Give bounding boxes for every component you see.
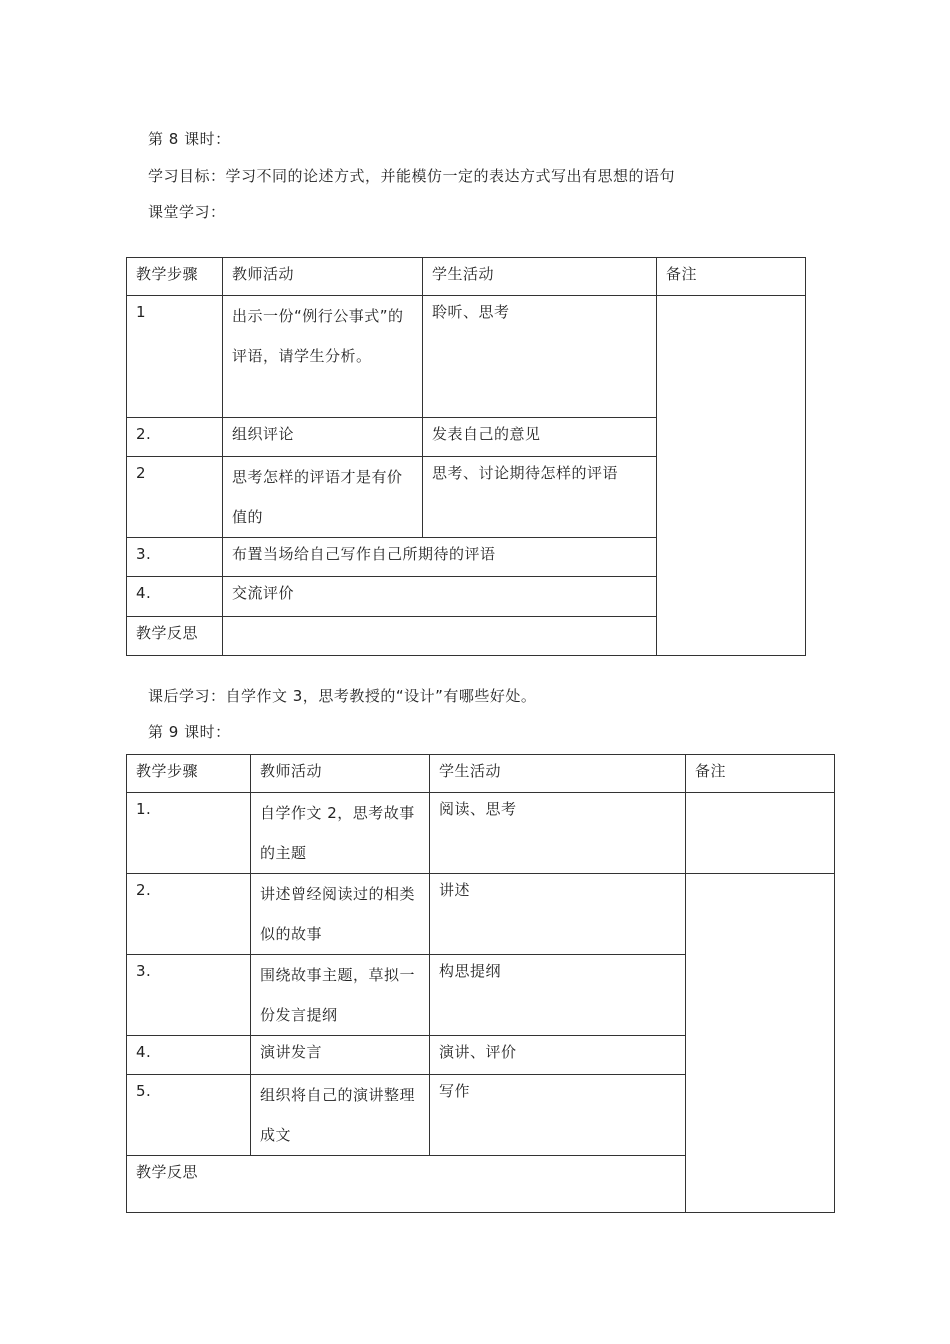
header-step: 教学步骤 (127, 755, 251, 793)
step-cell: 3. (127, 538, 223, 577)
reflection-label: 教学反思 (127, 1156, 686, 1213)
header-student: 学生活动 (430, 755, 686, 793)
teacher-cell: 组织评论 (223, 418, 423, 457)
step-cell: 3. (127, 955, 251, 1036)
header-notes: 备注 (686, 755, 835, 793)
step-cell: 1 (127, 296, 223, 418)
teacher-cell: 演讲发言 (251, 1036, 430, 1075)
lesson8-after-class: 课后学习：自学作文 3，思考教授的“设计”有哪些好处。 (148, 687, 537, 705)
step-cell: 4. (127, 1036, 251, 1075)
teacher-cell: 自学作文 2，思考故事的主题 (251, 793, 430, 874)
lesson8-objective: 学习目标：学习不同的论述方式，并能模仿一定的表达方式写出有思想的语句 (148, 167, 676, 185)
teacher-cell: 讲述曾经阅读过的相类似的故事 (251, 874, 430, 955)
header-notes: 备注 (657, 258, 806, 296)
lesson8-heading: 第 8 课时： (148, 130, 231, 148)
table-row (127, 793, 835, 874)
step-cell: 2. (127, 874, 251, 955)
teacher-cell: 出示一份“例行公事式”的评语，请学生分析。 (223, 296, 423, 418)
header-teacher: 教师活动 (223, 258, 423, 296)
student-cell: 阅读、思考 (430, 793, 686, 874)
lesson8-table (126, 257, 806, 656)
teacher-cell: 交流评价 (223, 577, 657, 617)
table-row (127, 296, 806, 418)
student-cell: 思考、讨论期待怎样的评语 (423, 457, 657, 538)
table-header-row (127, 755, 835, 793)
notes-cell (686, 874, 835, 1213)
step-cell: 5. (127, 1075, 251, 1156)
student-cell: 讲述 (430, 874, 686, 955)
table-row (127, 874, 835, 955)
step-cell: 4. (127, 577, 223, 617)
student-cell: 写作 (430, 1075, 686, 1156)
header-teacher: 教师活动 (251, 755, 430, 793)
teacher-cell: 组织将自己的演讲整理成文 (251, 1075, 430, 1156)
header-step: 教学步骤 (127, 258, 223, 296)
lesson9-heading: 第 9 课时： (148, 723, 231, 741)
lesson8-classroom-label: 课堂学习： (148, 203, 226, 221)
step-cell: 2 (127, 457, 223, 538)
notes-cell (686, 793, 835, 874)
lesson9-table (126, 754, 835, 1213)
student-cell: 发表自己的意见 (423, 418, 657, 457)
teacher-cell: 思考怎样的评语才是有价值的 (223, 457, 423, 538)
table-header-row (127, 258, 806, 296)
student-cell: 构思提纲 (430, 955, 686, 1036)
teacher-cell: 布置当场给自己写作自己所期待的评语 (223, 538, 657, 577)
step-cell: 1. (127, 793, 251, 874)
header-student: 学生活动 (423, 258, 657, 296)
student-cell: 聆听、思考 (423, 296, 657, 418)
reflection-cell (223, 617, 657, 656)
step-cell: 2. (127, 418, 223, 457)
teacher-cell: 围绕故事主题，草拟一份发言提纲 (251, 955, 430, 1036)
notes-cell (657, 296, 806, 656)
student-cell: 演讲、评价 (430, 1036, 686, 1075)
reflection-label: 教学反思 (127, 617, 223, 656)
